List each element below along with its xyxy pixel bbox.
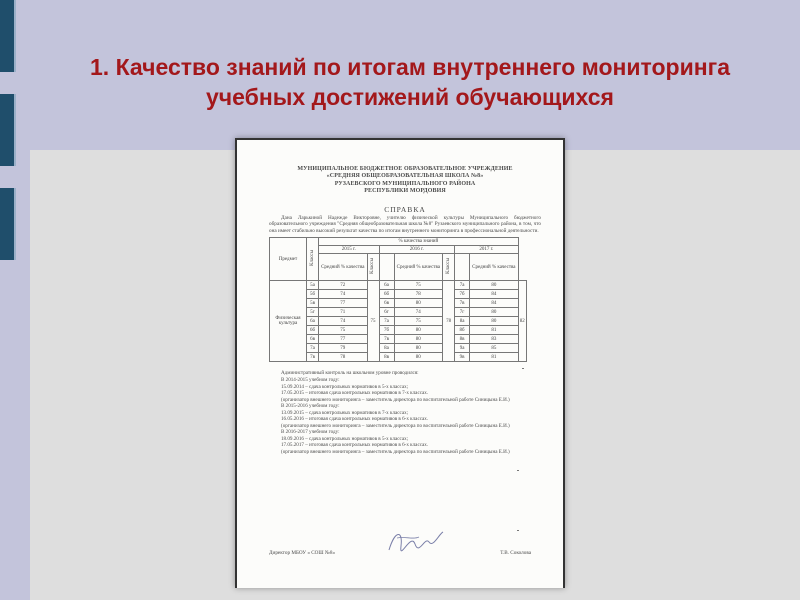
col-quality-group: % качества знаний xyxy=(319,238,519,246)
results-table xyxy=(269,237,527,362)
quality-cell: 80 xyxy=(470,308,519,317)
quality-cell: 80 xyxy=(394,335,443,344)
quality-cell: 74 xyxy=(319,290,368,299)
col-avg: Средний % качества xyxy=(394,254,443,281)
signature-right: Т.В. Соколова xyxy=(500,550,531,556)
signature-line xyxy=(269,550,531,556)
class-cell: 9в xyxy=(455,353,470,362)
class-cell: 6б xyxy=(307,326,319,335)
class-cell: 6а xyxy=(379,281,394,290)
quality-cell: 77 xyxy=(319,335,368,344)
col-classes-label: Классы xyxy=(370,258,376,275)
table-row xyxy=(270,326,527,335)
quality-cell: 80 xyxy=(394,299,443,308)
subject-cell: Физическая культура xyxy=(270,281,307,362)
quality-cell: 80 xyxy=(470,317,519,326)
table-row xyxy=(270,299,527,308)
quality-cell: 75 xyxy=(394,317,443,326)
header-line: РЕСПУБЛИКИ МОРДОВИЯ xyxy=(364,188,446,195)
class-cell: 6в xyxy=(307,335,319,344)
admin-line: (организатор внешнего мониторинга – заместитель директора по воспитательной работе Синицына Е.И.) xyxy=(281,422,510,429)
table-row xyxy=(270,290,527,299)
quality-cell: 75 xyxy=(319,326,368,335)
col-avg: Средний % качества xyxy=(470,254,519,281)
quality-cell: 85 xyxy=(470,344,519,353)
quality-cell: 79 xyxy=(319,344,368,353)
quality-cell: 74 xyxy=(394,308,443,317)
class-cell: 7а xyxy=(379,317,394,326)
quality-cell: 80 xyxy=(394,344,443,353)
class-cell: 8в xyxy=(455,335,470,344)
class-cell: 6в xyxy=(379,299,394,308)
document-heading: СПРАВКА xyxy=(384,204,426,214)
admin-line: (организатор внешнего мониторинга – заместитель директора по воспитательной работе Синицына Е.И.) xyxy=(281,396,510,403)
admin-line: В 2016-2017 учебном году: xyxy=(281,429,340,436)
quality-cell: 71 xyxy=(319,308,368,317)
spacer-cell xyxy=(379,254,394,281)
document-intro: Дана Ларькиной Надежде Викторовне, учителю физической культуры Муниципального бюджетного образовательного учреждения "Средняя общеобразовательная школа №8" Рузаевского муниципального района, в том, что она имеет стабильно высокий результат качества по итогам внутреннего мониторинга в профессиональной деятельности. xyxy=(269,214,541,234)
year-header: 2016 г. xyxy=(379,246,455,254)
admin-line: В 2014-2015 учебном году: xyxy=(281,376,340,383)
class-cell: 6б xyxy=(379,290,394,299)
document-body xyxy=(269,166,541,456)
class-cell: 8в xyxy=(379,353,394,362)
average-cell: 78 xyxy=(443,281,455,362)
quality-cell: 74 xyxy=(319,317,368,326)
class-cell: 7б xyxy=(455,290,470,299)
class-cell: 7в xyxy=(379,335,394,344)
class-cell: 7а xyxy=(455,281,470,290)
table-row xyxy=(270,308,527,317)
document-header xyxy=(269,166,541,196)
quality-cell: 84 xyxy=(470,290,519,299)
left-decor-bar xyxy=(0,0,16,72)
table-row xyxy=(270,317,527,326)
class-cell: 8а xyxy=(379,344,394,353)
class-cell: 7б xyxy=(379,326,394,335)
col-classes xyxy=(443,254,455,281)
spacer-cell xyxy=(455,254,470,281)
admin-line: 15.09.2014 – сдача контрольных нормативов в 5-х классах; xyxy=(281,383,409,390)
class-cell: 5б xyxy=(307,290,319,299)
header-line: РУЗАЕВСКОГО МУНИЦИПАЛЬНОГО РАЙОНА xyxy=(334,180,476,187)
col-classes-label: Классы xyxy=(445,258,451,275)
class-cell: 5в xyxy=(307,299,319,308)
class-cell: 7а xyxy=(307,344,319,353)
quality-cell: 72 xyxy=(319,281,368,290)
table-row xyxy=(270,353,527,362)
left-decor-bar xyxy=(0,94,16,166)
slide-title: 1. Качество знаний по итогам внутреннего мониторинга учебных достижений обучающихся xyxy=(90,54,730,110)
table-body xyxy=(270,281,527,362)
admin-line: 17.05.2015 – итоговая сдача контрольных нормативов в 7-х классах. xyxy=(281,390,429,397)
left-decor-bar xyxy=(0,188,16,260)
class-cell: 7г xyxy=(455,308,470,317)
class-cell: 6г xyxy=(379,308,394,317)
year-header: 2017 г. xyxy=(455,246,519,254)
quality-cell: 80 xyxy=(470,281,519,290)
quality-cell: 80 xyxy=(394,353,443,362)
class-cell: 5а xyxy=(307,281,319,290)
col-subject: Предмет xyxy=(270,238,307,281)
scan-mark xyxy=(517,530,519,531)
class-cell: 9а xyxy=(455,344,470,353)
quality-cell: 78 xyxy=(394,290,443,299)
table-row xyxy=(270,281,527,290)
class-cell: 8б xyxy=(455,326,470,335)
admin-control-text xyxy=(269,370,541,455)
admin-line: Административный контроль на школьном уровне проводился: xyxy=(281,370,419,377)
table-row xyxy=(270,335,527,344)
admin-line: 16.05.2016 – итоговая сдача контрольных нормативов в 6-х классах. xyxy=(281,416,429,423)
quality-cell: 81 xyxy=(470,326,519,335)
class-cell: 6а xyxy=(307,317,319,326)
average-cell: 82 xyxy=(518,281,526,362)
quality-cell: 78 xyxy=(319,353,368,362)
quality-cell: 83 xyxy=(470,335,519,344)
class-cell: 8а xyxy=(455,317,470,326)
scanned-document xyxy=(235,138,565,588)
left-decor xyxy=(0,0,18,600)
quality-cell: 84 xyxy=(470,299,519,308)
scan-mark xyxy=(517,470,519,471)
class-cell: 7в xyxy=(307,353,319,362)
quality-cell: 77 xyxy=(319,299,368,308)
col-classes-label: Классы xyxy=(309,250,315,267)
col-classes xyxy=(367,254,379,281)
average-cell: 75 xyxy=(367,281,379,362)
header-line: МУНИЦИПАЛЬНОЕ БЮДЖЕТНОЕ ОБРАЗОВАТЕЛЬНОЕ УЧРЕЖДЕНИЕ xyxy=(297,166,513,172)
table-row xyxy=(270,344,527,353)
scan-mark xyxy=(522,368,524,369)
scan-edge xyxy=(563,138,565,588)
admin-line: В 2015-2016 учебном году: xyxy=(281,403,340,410)
signature-left: Директор МБОУ « СОШ №8» xyxy=(269,550,336,556)
quality-cell: 80 xyxy=(394,326,443,335)
class-cell: 7в xyxy=(455,299,470,308)
header-line: «СРЕДНЯЯ ОБЩЕОБРАЗОВАТЕЛЬНАЯ ШКОЛА №8» xyxy=(326,173,484,180)
quality-cell: 81 xyxy=(470,353,519,362)
scan-edge xyxy=(235,138,237,588)
admin-line: 17.05.2017 – итоговая сдача контрольных нормативов в 6-х классах. xyxy=(281,442,429,449)
col-classes xyxy=(307,238,319,281)
admin-line: 13.09.2015 – сдача контрольных нормативов в 7-х классах; xyxy=(281,409,409,416)
class-cell: 5г xyxy=(307,308,319,317)
col-avg: Средний % качества xyxy=(319,254,368,281)
year-header: 2015 г. xyxy=(319,246,380,254)
admin-line: 18.09.2016 – сдача контрольных нормативов в 5-х классах; xyxy=(281,435,409,442)
scan-edge xyxy=(235,138,565,140)
admin-line: (организатор внешнего мониторинга – заместитель директора по воспитательной работе Синицына Е.И.) xyxy=(281,448,510,455)
quality-cell: 75 xyxy=(394,281,443,290)
